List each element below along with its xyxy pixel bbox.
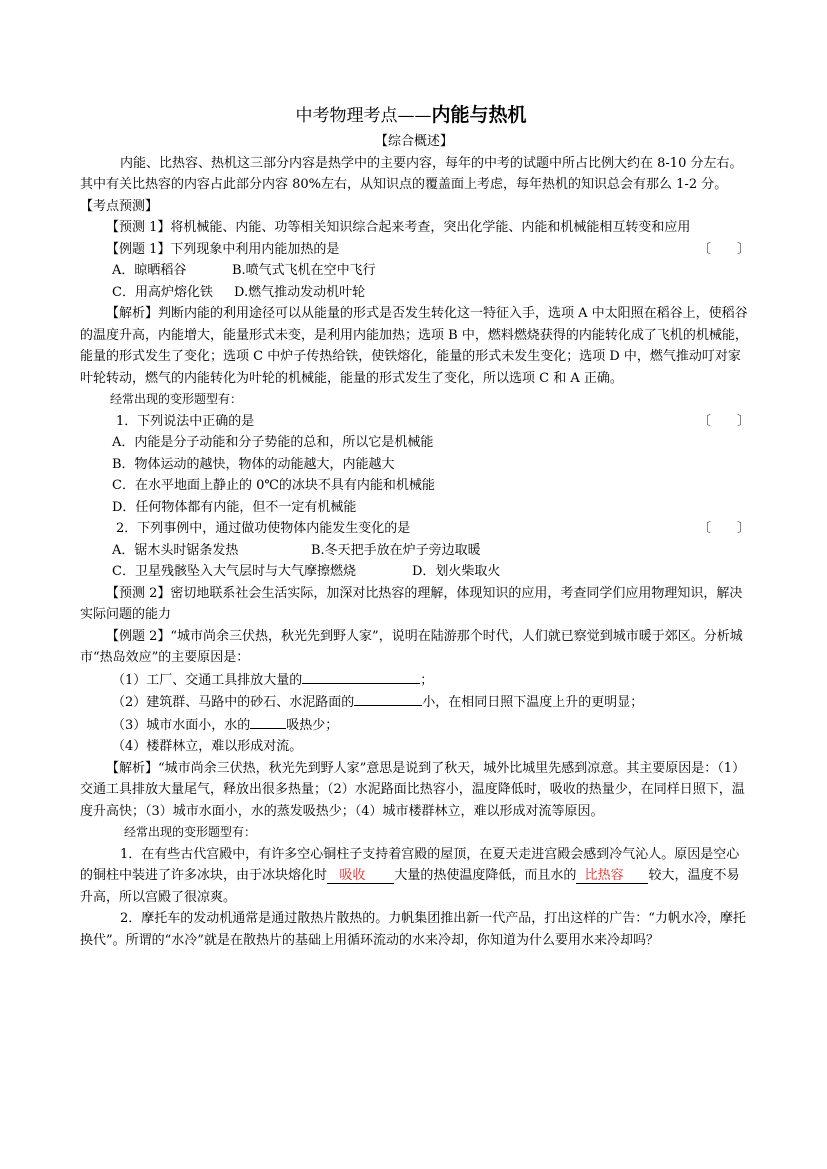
answer-blank-3[interactable] [250, 714, 286, 729]
example-2-item-1-end: ； [420, 672, 434, 688]
title-part1: 中考物理考点—— [295, 106, 432, 126]
overview-heading: 【综合概述】 [374, 134, 453, 149]
answer-blank-2[interactable] [354, 691, 422, 706]
question-1-option-c: C．在水平地面上静止的 0℃的冰块不具有内能和机械能 [112, 478, 435, 493]
question-2-paren: 〔 〕 [698, 521, 751, 536]
question-1-stem-text: 1．下列说法中正确的是 [116, 413, 255, 429]
document-page [80, 100, 751, 951]
predict-2: 【预测 2】密切地联系社会生活实际，加深对比热容的理解，体现知识的应用，考查同学们应用物理知识，解决实际问题的能力 [80, 585, 743, 622]
variant-1-text-pre: 1．在有些古代宫殿中，有许多空心铜柱子支持着宫殿的屋顶，在夏天走进宫殿会感到冷气沁人。原因是空心的铜柱中装进了许多冰块，由于冰块熔化时 [80, 846, 740, 883]
question-2-options-ab [80, 540, 748, 562]
predict-1: 【预测 1】将机械能、内能、功等相关知识综合起来考查，突出化学能、内能和机械能相互转变和应用 [106, 220, 691, 235]
variants-heading-2: 经常出现的变形题型有： [124, 825, 257, 839]
variant-1-text-mid: 大量的热使温度降低，而且水的 [394, 868, 577, 883]
question-2-stem [80, 518, 751, 540]
answer-blank-1[interactable] [302, 669, 420, 684]
example-1-option-c: C．用高炉熔化铁 [112, 284, 213, 300]
example-2-item-3-text: （3）城市水面小，水的 [112, 717, 251, 733]
example-2-item-1 [80, 669, 748, 692]
variant-1-answer-2-text: 比热容 [584, 868, 624, 883]
example-2-item-1-text: （1）工厂、交通工具排放大量的 [112, 672, 303, 688]
example-2-item-4: （4）楼群林立，难以形成对流。 [112, 739, 303, 754]
example-1-stem [80, 239, 751, 261]
document-title [74, 100, 748, 131]
example-1-option-d: D.燃气推动发动机叶轮 [234, 284, 366, 300]
question-2-options-cd [80, 561, 748, 583]
analysis-2: 【解析】“城市尚余三伏热，秋光先到野人家”意思是说到了秋天，城外比城里先感到凉意。其主要原因是：（1）交通工具排放大量尾气，释放出很多热量；（2）水泥路面比热容小，温度降低时，吸收的热量少，在同样日照下，温度升高快；（3）城市水面小，水的蒸发吸热少；（4）城市楼群林立，难以形成对流等原因。 [80, 760, 746, 819]
question-2-option-c: C．卫星残骸坠入大气层时与大气摩擦燃烧 [112, 564, 356, 579]
question-2-option-a: A．锯木头时锯条发热 [112, 542, 239, 558]
analysis-1: 【解析】判断内能的利用途径可以从能量的形式是否发生转化这一特征入手，选项 A 中太阳照在稻谷上，使稻谷的温度升高，内能增大，能量形式未变，是利用内能加热；选项 B 中，燃料燃烧获得的内能转化成了飞机的机械能，能量的形式发生了变化；选项 C 中炉子传热给铁，使铁熔化，能量的形式未发生变化；选项 D 中，燃气推动叮对家叶轮转动，燃气的内能转化为叶轮的机械能，能量的形式发生了变化，所以选项 C 和 A 正确。 [80, 306, 748, 386]
predict-heading: 【考点预测】 [80, 198, 159, 214]
question-1-option-d: D．任何物体都有内能，但不一定有机械能 [112, 499, 357, 515]
variant-1-text-post: 较大，温度不易升高，所以宫殿了很凉爽。 [80, 868, 740, 905]
variant-1-answer-2 [576, 868, 648, 884]
variant-1-answer-1-text: 吸收 [339, 868, 366, 883]
question-1-option-a: A．内能是分子动能和分子势能的总和，所以它是机械能 [112, 435, 434, 450]
overview-text: 内能、比热容、热机这三部分内容是热学中的主要内容，每年的中考的试题中所占比例大约在 8-10 分左右。其中有关比热容的内容占此部分内容 80%左右，从知识点的覆盖面上考虑，每年热机的知识总会有那么 1-2 分。 [80, 155, 743, 192]
example-1-option-a: A．晾晒稻谷 [112, 263, 187, 278]
question-1-option-b: B．物体运动的越快，物体的动能越大，内能越大 [112, 456, 395, 472]
example-1-options-ab [80, 260, 748, 282]
question-2-option-b: B.冬天把手放在炉子旁边取暖 [311, 542, 481, 558]
variant-1 [80, 844, 748, 909]
question-1-paren: 〔 〕 [698, 413, 751, 429]
question-2-option-d: D．划火柴取火 [412, 564, 501, 579]
example-2-item-2-text: （2）建筑群、马路中的砂石、水泥路面的 [112, 695, 355, 710]
example-2-item-2 [80, 691, 748, 714]
example-2-item-2-end: 小，在相同日照下温度上升的更明显； [422, 695, 644, 710]
variants-heading-1: 经常出现的变形题型有： [110, 392, 243, 406]
question-2-stem-text: 2．下列事例中，通过做功使物体内能发生变化的是 [116, 521, 411, 536]
example-2-item-3-end: 吸热少； [286, 717, 339, 733]
title-part2: 内能与热机 [431, 104, 527, 126]
question-1-stem [80, 411, 751, 433]
variant-2: 2．摩托车的发动机通常是通过散热片散热的。力帆集团推出新一代产品，打出这样的广告：“力帆水冷，摩托换代”。所谓的“水冷”就是在散热片的基础上用循环流动的水来冷却，你知道为什么要用水来冷却吗？ [80, 911, 746, 948]
example-1-options-cd [80, 282, 748, 304]
example-1-option-b: B.喷气式飞机在空中飞行 [232, 263, 376, 278]
variant-1-answer-1 [327, 868, 394, 884]
example-1-stem-text: 【例题 1】下列现象中利用内能加热的是 [106, 241, 340, 257]
example-2-stem: 【例题 2】“城市尚余三伏热，秋光先到野人家”，说明在陆游那个时代，人们就已察觉到城市暖于郊区。分析城市“热岛效应”的主要原因是： [80, 628, 743, 665]
example-1-paren: 〔 〕 [698, 241, 751, 257]
example-2-item-3 [80, 714, 748, 737]
